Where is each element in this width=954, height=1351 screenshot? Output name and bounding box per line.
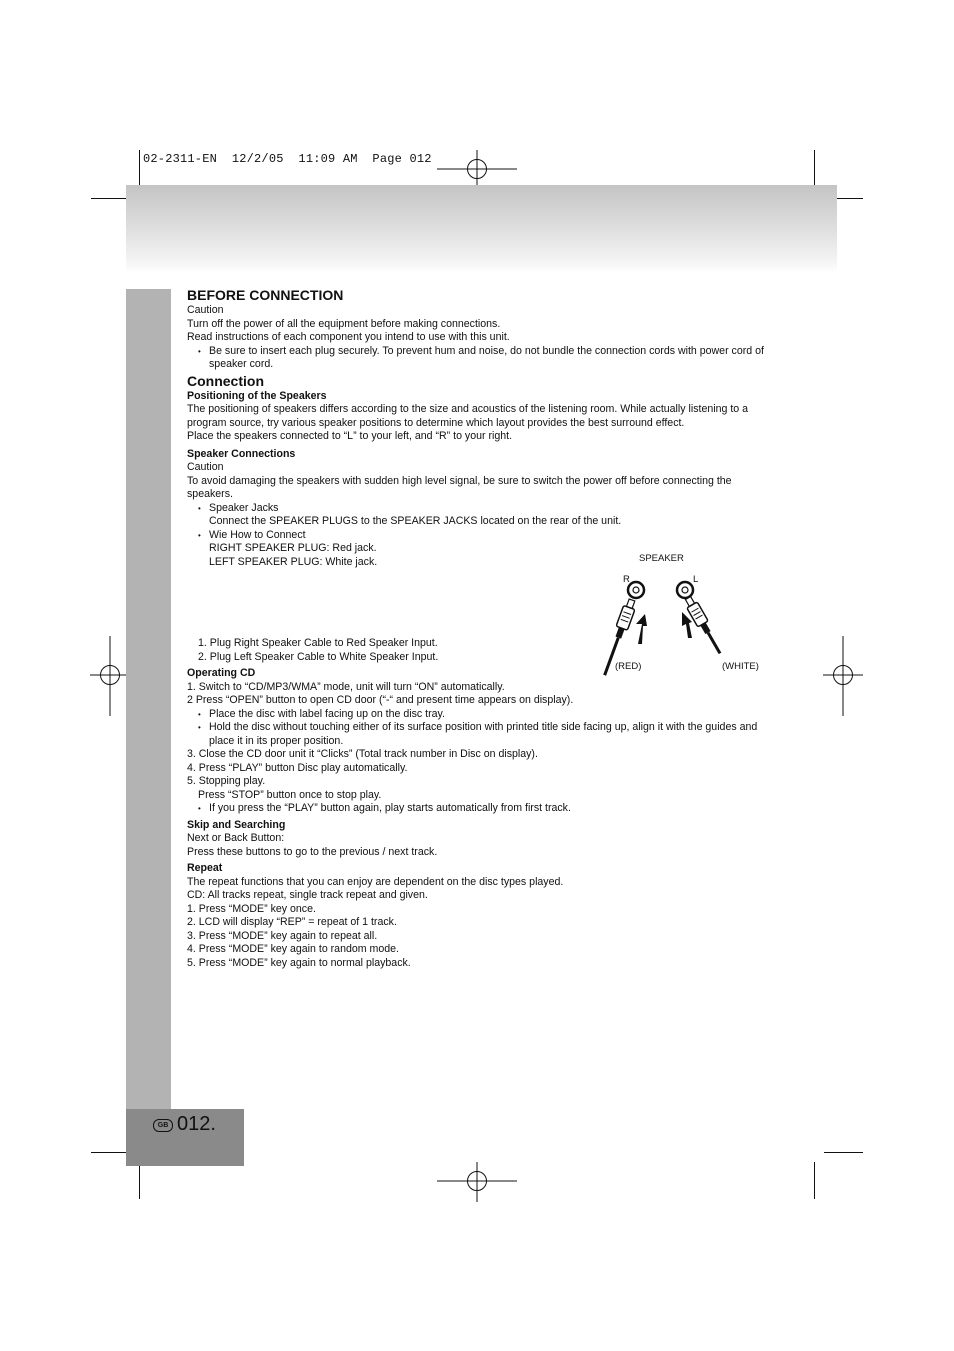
subheading-operating-cd: Operating CD xyxy=(187,667,256,679)
paragraph: Place the speakers connected to “L” to your left, and “R” to your right. xyxy=(187,430,513,442)
paragraph: Caution xyxy=(187,461,224,473)
crop-mark xyxy=(814,150,815,187)
paragraph: LEFT SPEAKER PLUG: White jack. xyxy=(209,555,378,568)
paragraph: Next or Back Button: xyxy=(187,832,285,844)
speaker-plug-illustration xyxy=(590,578,760,678)
numbered-item: 5. Stopping play. xyxy=(187,775,266,787)
bullet-item: • Wie How to Connect xyxy=(187,529,771,543)
figure-label-red: (RED) xyxy=(615,661,642,672)
numbered-item: 3. Close the CD door unit it “Clicks” (Total track number in Disc on display). xyxy=(187,748,538,760)
bullet-item: • Hold the disc without touching either of its surface position with printed title side facing up, align it with the guides and place it in its proper position. xyxy=(187,721,771,748)
subheading-speaker-connections: Speaker Connections xyxy=(187,447,296,460)
gb-language-badge: GB xyxy=(153,1119,173,1132)
bullet-item: • If you press the “PLAY” button again, play starts automatically from first track. xyxy=(187,802,771,816)
registration-mark-left xyxy=(90,636,130,716)
registration-mark-right xyxy=(823,636,863,716)
crop-mark xyxy=(139,150,140,187)
paragraph: Press these buttons to go to the previous / next track. xyxy=(187,845,438,858)
bullet-item: • Speaker Jacks xyxy=(187,502,771,516)
paragraph: RIGHT SPEAKER PLUG: Red jack. xyxy=(209,542,377,554)
numbered-item: 1. Press “MODE” key once. xyxy=(187,902,316,915)
print-slug-header: 02-2311-EN 12/2/05 11:09 AM Page 012 xyxy=(143,152,432,166)
numbered-item: 2. Plug Left Speaker Cable to White Speaker Input. xyxy=(198,650,439,663)
crop-mark xyxy=(814,1162,815,1199)
paragraph: The positioning of speakers differs according to the size and acoustics of the listening room. While actually listening to a program source, try various speaker positions to determine which layout provides the best surround effect. xyxy=(187,403,748,429)
crop-mark xyxy=(139,1162,140,1199)
paragraph: Turn off the power of all the equipment before making connections. xyxy=(187,317,501,330)
page-number: 012. xyxy=(177,1113,216,1135)
header-gradient-band xyxy=(126,185,837,273)
numbered-item: 1. Switch to “CD/MP3/WMA” mode, unit will turn “ON” automatically. xyxy=(187,680,505,693)
crop-mark xyxy=(91,198,130,199)
paragraph: Connect the SPEAKER PLUGS to the SPEAKER JACKS located on the rear of the unit. xyxy=(209,515,622,527)
paragraph: Read instructions of each component you intend to use with this unit. xyxy=(187,331,510,343)
registration-mark-bottom xyxy=(437,1162,517,1202)
numbered-item: 5. Press “MODE” key again to normal playback. xyxy=(187,956,411,969)
heading-before-connection: BEFORE CONNECTION xyxy=(187,287,344,303)
registration-mark-top xyxy=(437,150,517,190)
numbered-item: 1. Plug Right Speaker Cable to Red Speaker Input. xyxy=(198,637,438,649)
figure-label-l: L xyxy=(693,574,699,585)
side-gray-bar xyxy=(126,289,171,1109)
paragraph: Caution xyxy=(187,304,224,316)
subheading-skip-searching: Skip and Searching xyxy=(187,818,286,831)
numbered-item: 4. Press “PLAY” button Disc play automatically. xyxy=(187,761,408,774)
numbered-item: 2. LCD will display “REP” = repeat of 1 track. xyxy=(187,916,397,928)
paragraph: To avoid damaging the speakers with sudden high level signal, be sure to switch the power off before connecting the speakers. xyxy=(187,474,732,500)
crop-mark xyxy=(91,1152,130,1153)
bullet-item: • Be sure to insert each plug securely. To prevent hum and noise, do not bundle the connection cords with power cord of speaker cord. xyxy=(187,345,771,372)
figure-title: SPEAKER xyxy=(639,553,684,564)
numbered-item: 4. Press “MODE” key again to random mode. xyxy=(187,943,399,955)
figure-label-r: R xyxy=(623,574,630,585)
heading-connection: Connection xyxy=(187,372,264,389)
paragraph: CD: All tracks repeat, single track repeat and given. xyxy=(187,889,428,901)
subheading-repeat: Repeat xyxy=(187,862,223,874)
paragraph: The repeat functions that you can enjoy are dependent on the disc types played. xyxy=(187,875,564,888)
paragraph: Press “STOP” button once to stop play. xyxy=(198,788,382,801)
numbered-item: 2 Press “OPEN” button to open CD door (“-“ and present time appears on display). xyxy=(187,694,574,706)
crop-mark xyxy=(824,1152,863,1153)
numbered-item: 3. Press “MODE” key again to repeat all. xyxy=(187,929,378,942)
bullet-item: • Place the disc with label facing up on the disc tray. xyxy=(187,708,771,722)
subheading-positioning: Positioning of the Speakers xyxy=(187,389,327,402)
figure-label-white: (WHITE) xyxy=(722,661,759,672)
